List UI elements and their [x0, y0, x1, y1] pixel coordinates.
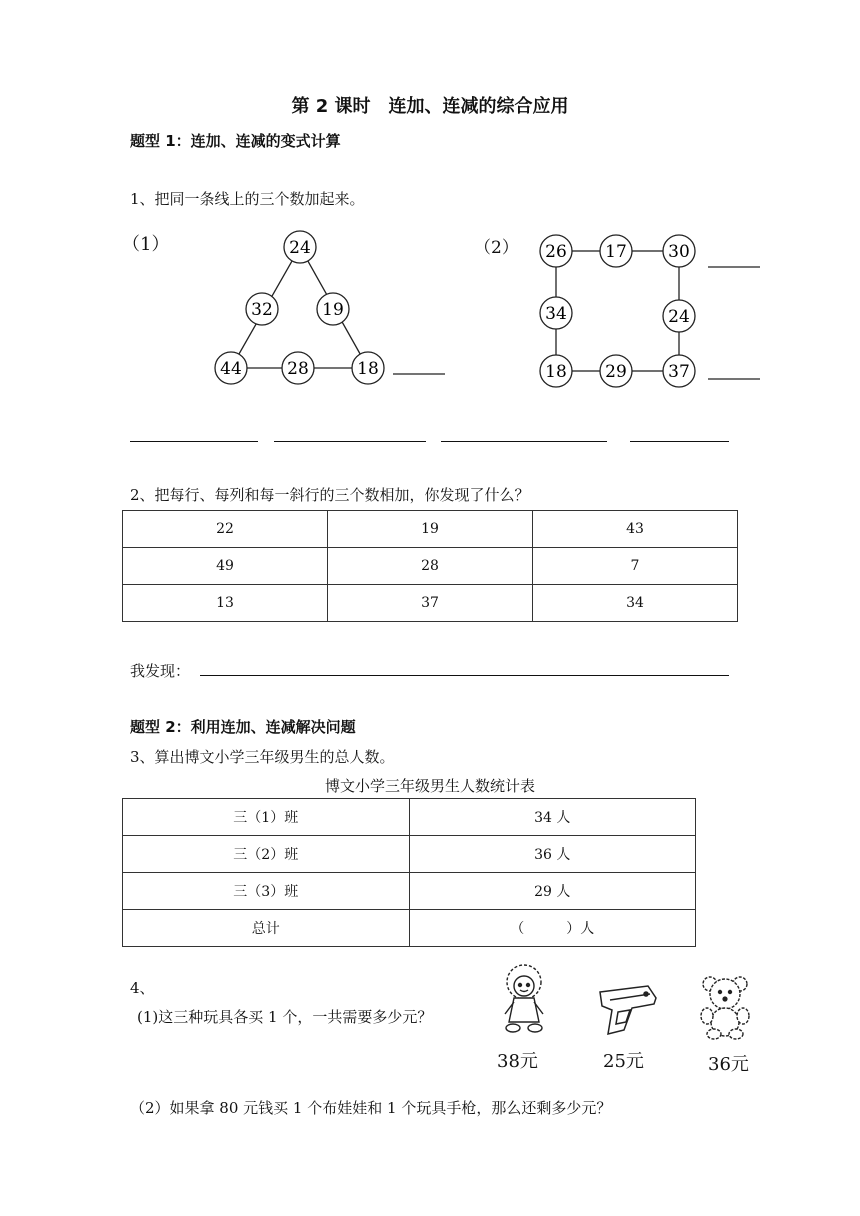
table-cell: 29 人 — [409, 873, 696, 910]
table-cell: 三（2）班 — [123, 836, 410, 873]
q1-label-1: （1） — [122, 234, 170, 255]
triangle-node: 18 — [357, 359, 379, 379]
triangle-node: 19 — [322, 300, 344, 320]
square-node: 18 — [545, 362, 567, 382]
section1-heading: 题型 1：连加、连减的变式计算 — [130, 132, 341, 150]
q1-label-2: （2） — [474, 238, 519, 258]
triangle-diagram — [205, 225, 455, 390]
square-node: 30 — [668, 242, 690, 262]
answer-line[interactable] — [441, 441, 607, 442]
gun-price: 25元 — [603, 1051, 644, 1072]
q4-number: 4、 — [130, 979, 155, 997]
total-answer-cell[interactable]: （ ）人 — [409, 910, 696, 947]
table-cell: 三（3）班 — [123, 873, 410, 910]
triangle-node: 24 — [289, 238, 311, 258]
magic-square-table — [122, 510, 738, 622]
found-label: 我发现： — [130, 662, 191, 680]
q4-sub1: (1)这三种玩具各买 1 个，一共需要多少元？ — [137, 1008, 433, 1026]
square-node: 37 — [668, 362, 690, 382]
table-cell: 49 — [123, 548, 328, 585]
page-title: 第 2 课时 连加、连减的综合应用 — [291, 96, 569, 117]
teddy-bear-icon — [698, 972, 754, 1042]
table-cell: 22 — [123, 511, 328, 548]
q2-text: 2、把每行、每列和每一斜行的三个数相加，你发现了什么？ — [130, 486, 530, 504]
triangle-node: 44 — [220, 359, 242, 379]
table-cell: 13 — [123, 585, 328, 622]
toy-gun-icon — [596, 982, 662, 1038]
table-row — [123, 511, 738, 548]
table-row — [123, 910, 696, 947]
q1-text: 1、把同一条线上的三个数加起来。 — [130, 190, 365, 208]
square-node: 17 — [605, 242, 627, 262]
triangle-node: 28 — [287, 359, 309, 379]
table-cell: 43 — [533, 511, 738, 548]
doll-price: 38元 — [497, 1051, 538, 1072]
answer-line[interactable] — [630, 441, 729, 442]
table-row — [123, 585, 738, 622]
square-node: 34 — [545, 304, 567, 324]
boys-count-table — [122, 798, 696, 947]
square-node: 26 — [545, 242, 567, 262]
square-node: 29 — [605, 362, 627, 382]
table-row — [123, 836, 696, 873]
table-cell: 三（1）班 — [123, 799, 410, 836]
table-row — [123, 548, 738, 585]
table-cell: 7 — [533, 548, 738, 585]
bear-price: 36元 — [708, 1054, 749, 1075]
table-cell: 34 — [533, 585, 738, 622]
table-cell: 总计 — [123, 910, 410, 947]
q3-text: 3、算出博文小学三年级男生的总人数。 — [130, 748, 395, 766]
square-node: 24 — [668, 307, 690, 327]
found-answer-line[interactable] — [200, 675, 729, 676]
table-cell: 19 — [328, 511, 533, 548]
triangle-node: 32 — [251, 300, 273, 320]
section2-heading: 题型 2：利用连加、连减解决问题 — [130, 718, 356, 736]
square-diagram — [530, 225, 760, 390]
q3-table-title: 博文小学三年级男生人数统计表 — [324, 777, 535, 795]
table-cell: 28 — [328, 548, 533, 585]
answer-line[interactable] — [130, 441, 258, 442]
table-cell: 34 人 — [409, 799, 696, 836]
table-row — [123, 873, 696, 910]
answer-line[interactable] — [274, 441, 426, 442]
table-cell: 36 人 — [409, 836, 696, 873]
table-cell: 37 — [328, 585, 533, 622]
doll-icon — [495, 962, 553, 1038]
q4-sub2: （2）如果拿 80 元钱买 1 个布娃娃和 1 个玩具手枪，那么还剩多少元？ — [130, 1099, 612, 1117]
table-row — [123, 799, 696, 836]
